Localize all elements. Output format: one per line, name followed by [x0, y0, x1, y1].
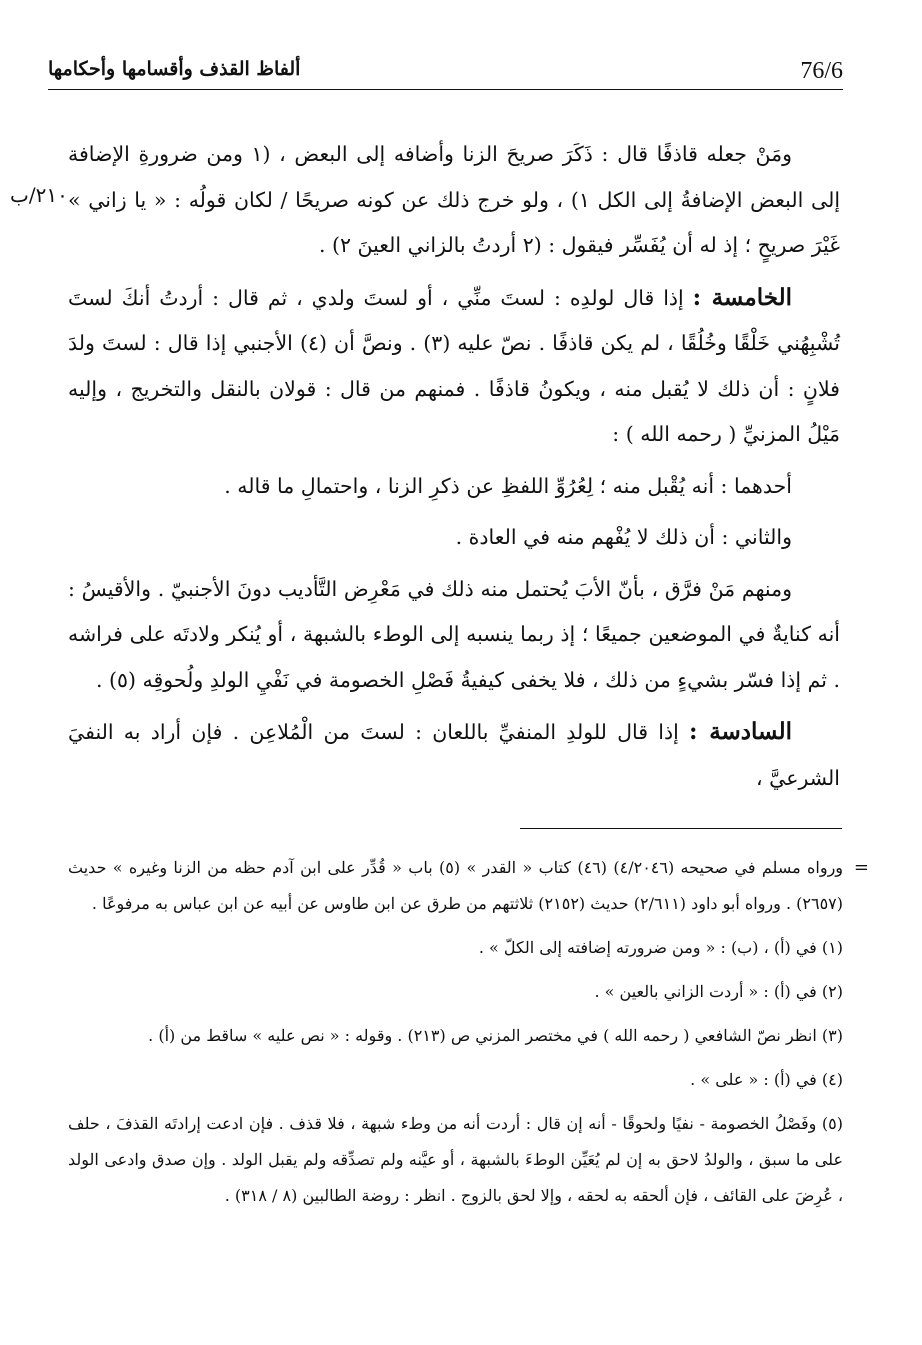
manuscript-folio-note: ٢١٠/ب [10, 183, 68, 207]
paragraph-text: إذا قال للولدِ المنفيِّ باللعان : لستَ من الْمُلاعِن . فإن أراد به النفيَ الشرعيَّ ، [68, 720, 840, 790]
footnote-text: ورواه مسلم في صحيحه (٤/٢٠٤٦) (٤٦) كتاب « القدر » (٥) باب « قُدِّر على ابن آدم حظه من الزنا وغيره » حديث (٢٦٥٧) . ورواه أبو داود (٢/٦١١) حديث (٢١٥٢) ثلاثتهم من طرق عن ابن طاوس عن أبيه عن ابن عباس به مرفوعًا . [68, 858, 844, 913]
running-title: ألفاظ القذف وأقسامها وأحكامها [48, 58, 301, 80]
footnote-1: (١) في (أ) ، (ب) : « ومن ضرورته إضافته إلى الكلّ » . [478, 938, 843, 957]
paragraph: ومَنْ جعله قاذفًا قال : ذَكَرَ صريحَ الزنا وأضافه إلى البعض ، (١ ومن ضرورةِ الإضافة إلى البعض الإضافةُ إلى الكل ١) ، ولو خرج ذلك عن كونه صريحًا / لكان قولُه : « يا زاني » غَيْرَ صريحٍ ؛ إذ له أن يُفَسِّر فيقول : (٢ أردتُ بالزاني العينَ ٢) . [68, 142, 841, 257]
main-text [68, 132, 840, 807]
footnote-3: (٣) انظر نصّ الشافعي ( رحمه الله ) في مختصر المزني ص (٢١٣) . وقوله : « نص عليه » ساقط من (أ) . [148, 1026, 843, 1045]
section-lead: السادسة : [689, 718, 792, 745]
paragraph: ومنهم مَنْ فرَّق ، بأنّ الأبَ يُحتمل منه ذلك في مَعْرِض التَّأديب دونَ الأجنبيّ . والأقيسُ : أنه كنايةٌ في الموضعين جميعًا ؛ إذ ربما ينسبه إلى الوطء بالشبهة ، أو يُنكر ولادتَه على فراشه . ثم إذا فسّر بشيءٍ من ذلك ، فلا يخفى كيفيةُ فَصْلِ الخصومة في نَفْيِ الولدِ ولُحوقِه (٥) . [68, 576, 840, 692]
footnote-5: (٥) وفَصْلُ الخصومة - نفيًا ولحوقًا - أنه إن قال : أردت أنه من وطء شبهة ، فلا قذف . فإن ادعت إرادتَه القذفَ ، حلف على ما سبق ، والولدُ لاحق به إن لم يُعَيِّن الوطءَ بالشبهة ، أو عيَّنه ولم تصدِّقه ولم يقبل الولد . وإن صدق وادعى الولد ، عُرِضَ على القائف ، فإن ألحقه به لحقه ، وإلا لحق بالزوج . انظر : روضة الطالبين (٨ / ٣١٨) . [68, 1114, 843, 1205]
footnote-separator [520, 828, 842, 829]
header-rule [48, 89, 843, 90]
footnote-4: (٤) في (أ) : « على » . [690, 1070, 843, 1089]
footnote-2: (٢) في (أ) : « أردت الزاني بالعين » . [594, 982, 843, 1001]
page-number: 76/6 [800, 58, 843, 84]
running-header [48, 58, 843, 94]
paragraph-sixth [68, 709, 840, 801]
continuation-mark: = [853, 857, 869, 878]
paragraph-text: إذا قال لولدِه : لستَ منِّي ، أو لستَ ولدي ، ثم قال : أردتُ أنكَ لستَ تُشْبِهُني خَلْقًا وخُلُقًا ، لم يكن قاذفًا . نصّ عليه (٣) . ونصَّ أن (٤) الأجنبي إذا قال : لستَ ولدَ فلانٍ : أن ذلك لا يُقبل منه ، ويكونُ قاذفًا . فمنهم من قال : قولان بالنقل والتخريج ، وإليه مَيْلُ المزنيِّ ( رحمه الله ) : [68, 285, 840, 446]
paragraph-fifth [68, 275, 840, 458]
paragraph: أحدهما : أنه يُقْبل منه ؛ لِعُرُوِّ اللفظِ عن ذكرِ الزنا ، واحتمالِ ما قاله . [224, 473, 792, 498]
paragraph: والثاني : أن ذلك لا يُفْهم منه في العادة . [455, 525, 792, 549]
section-lead: الخامسة : [692, 283, 792, 311]
footnote-continuation [68, 850, 869, 922]
footnotes [68, 850, 869, 1222]
